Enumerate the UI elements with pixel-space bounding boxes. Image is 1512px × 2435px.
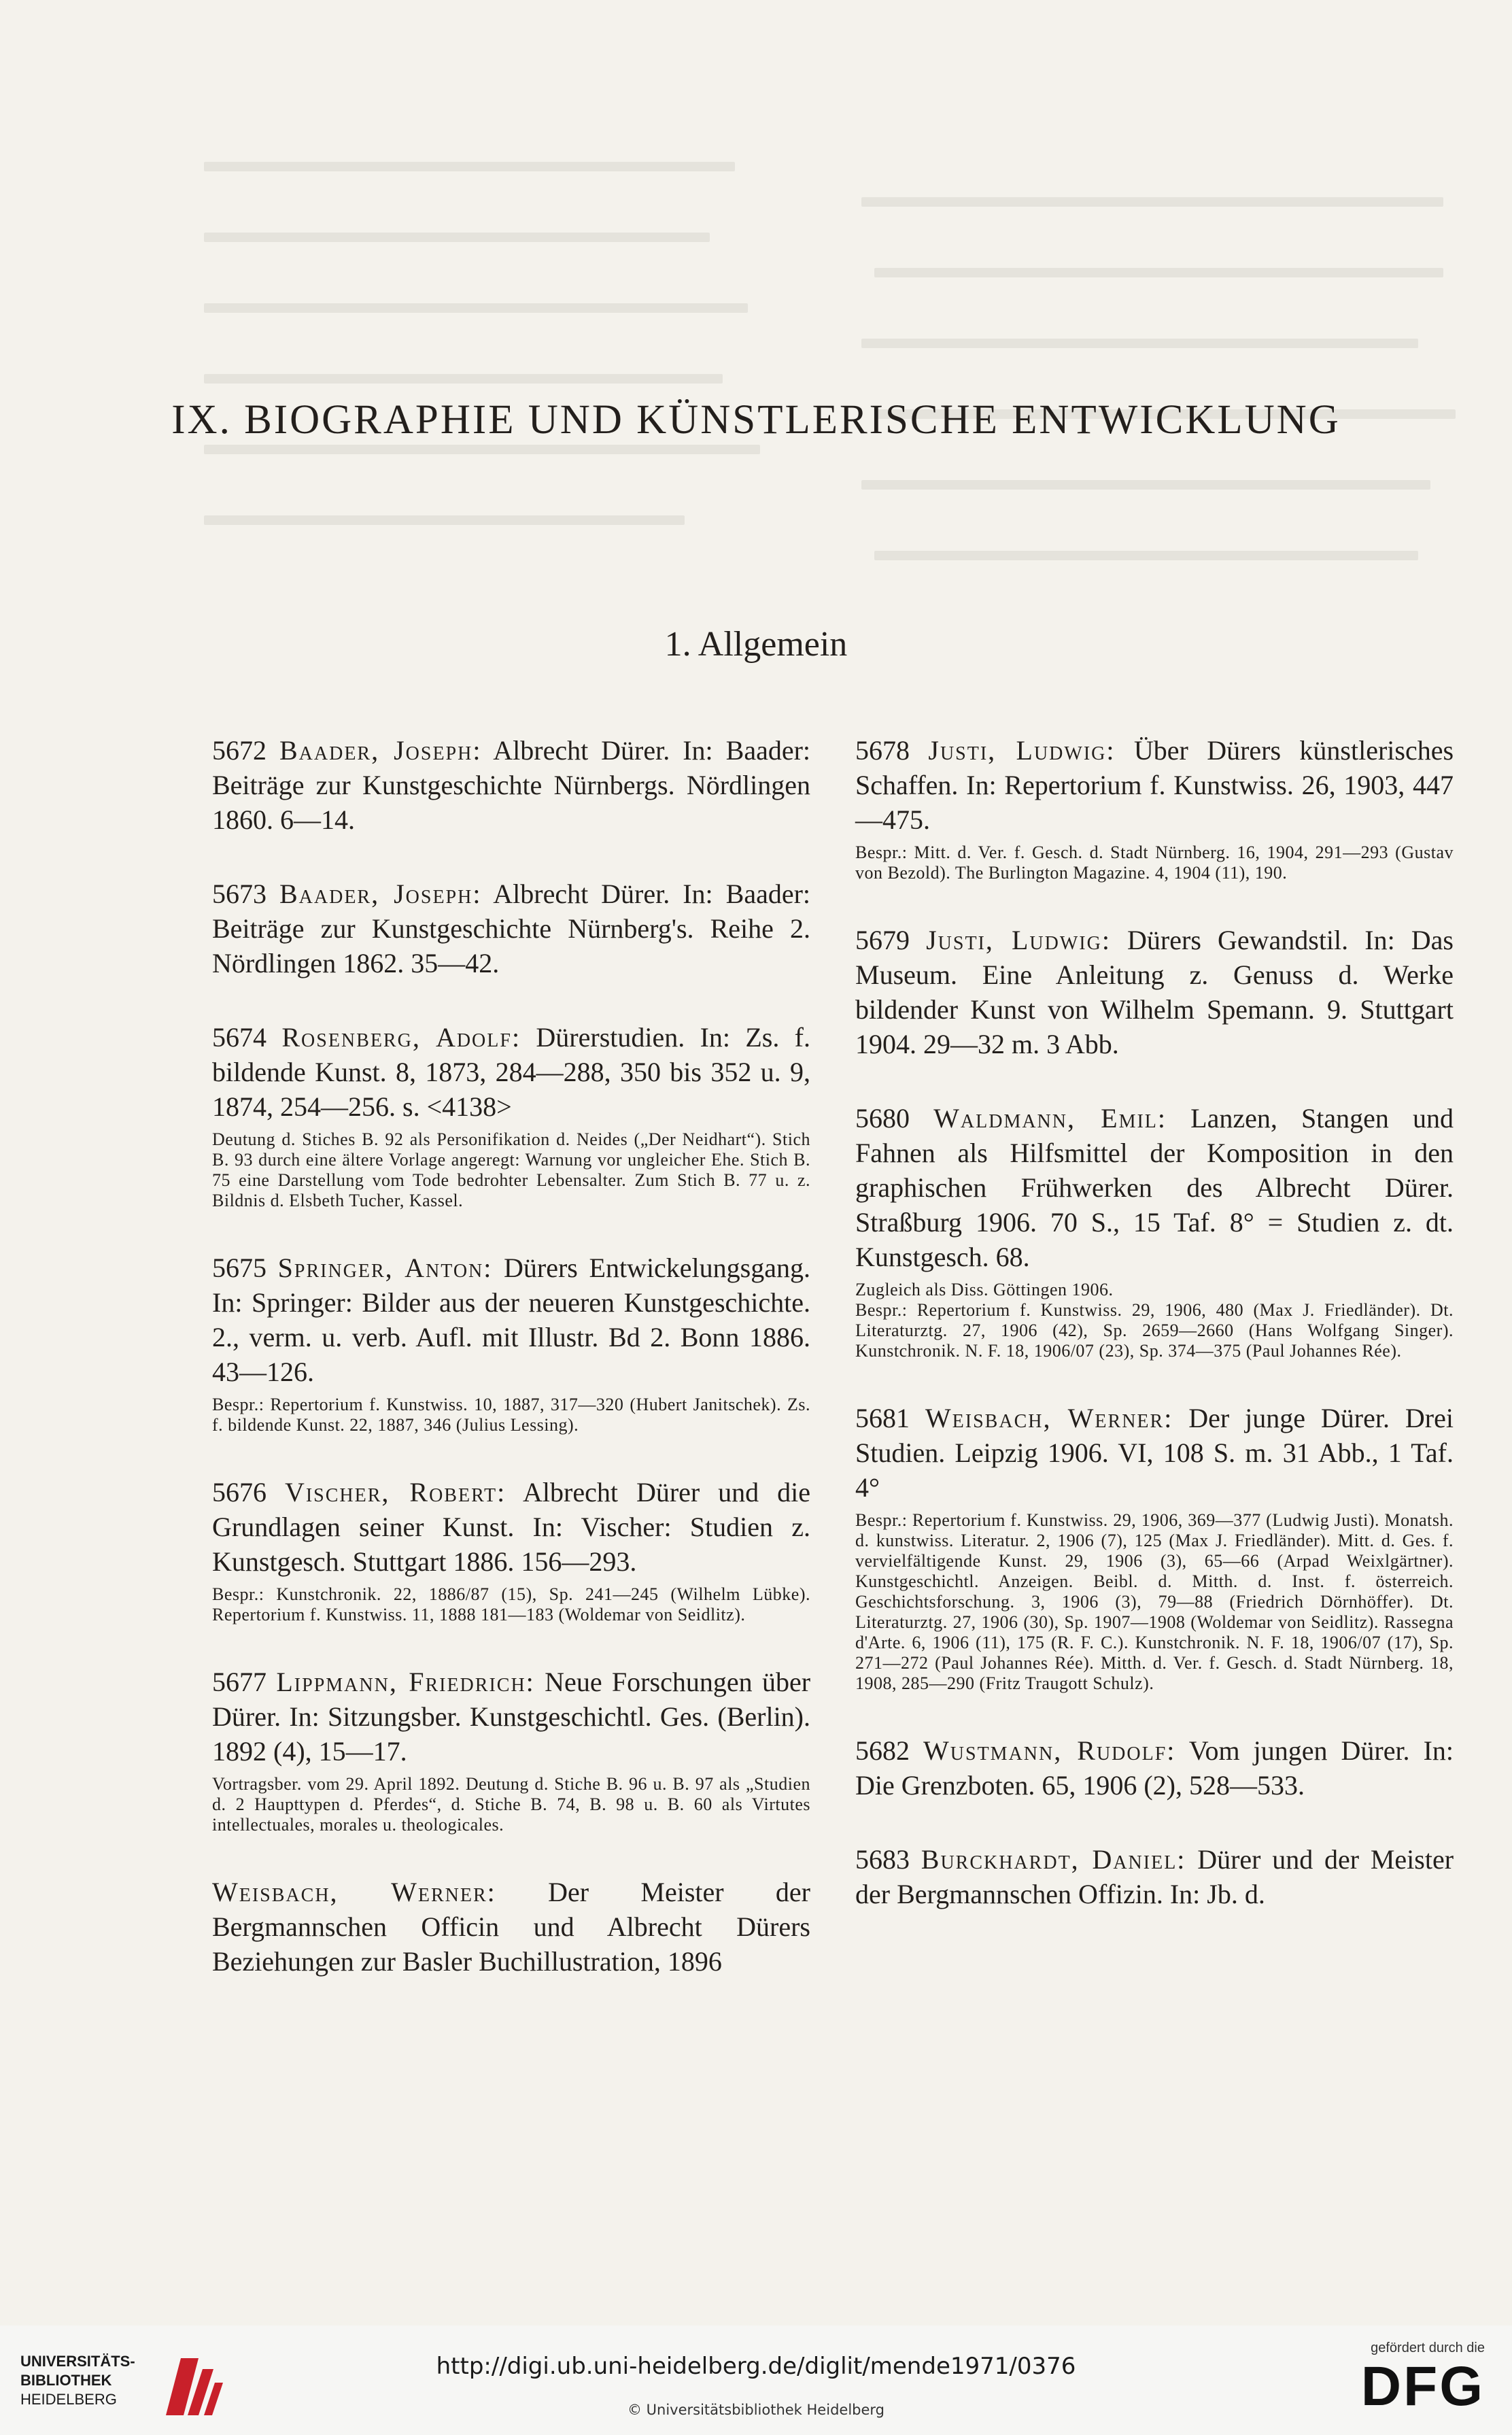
dfg-wordmark: DFG xyxy=(1360,2355,1485,2417)
entry-citation xyxy=(212,1665,810,1769)
entry-author: Waldmann, Emil: xyxy=(933,1103,1167,1134)
entry-author: Baader, Joseph: xyxy=(279,735,482,766)
library-name-line1: UNIVERSITÄTS- xyxy=(20,2353,135,2370)
bibliography-entry xyxy=(855,1733,1454,1803)
entry-number: 5681 xyxy=(855,1403,910,1433)
entry-note: Bespr.: Kunstchronik. 22, 1886/87 (15), Sp. 241—245 (Wilhelm Lübke). Repertorium f. Kunstwiss. 11, 1888 181—183 (Woldemar von Seidlitz). xyxy=(212,1584,810,1624)
entry-number: 5683 xyxy=(855,1844,910,1875)
bibliography-entry xyxy=(855,923,1454,1061)
entry-citation xyxy=(855,923,1454,1061)
bibliography-entry xyxy=(855,1101,1454,1361)
entry-citation xyxy=(212,1475,810,1579)
dfg-logo[interactable] xyxy=(1349,2340,1485,2417)
entry-author: Burckhardt, Daniel: xyxy=(921,1844,1186,1875)
entry-citation xyxy=(855,1842,1454,1911)
left-column xyxy=(212,733,810,2018)
bibliography-entry xyxy=(212,1875,810,1979)
bibliography-entry xyxy=(212,1020,810,1211)
permalink-url[interactable]: http://digi.ub.uni-heidelberg.de/diglit/mende1971/0376 xyxy=(436,2353,1076,2380)
entry-number: 5674 xyxy=(212,1022,267,1053)
entry-note: Bespr.: Mitt. d. Ver. f. Gesch. d. Stadt Nürnberg. 16, 1904, 291—293 (Gustav von Bezold). The Burlington Magazine. 4, 1904 (11), 190. xyxy=(855,842,1454,883)
entry-author: Baader, Joseph: xyxy=(279,879,482,909)
entry-citation xyxy=(212,876,810,981)
footer-bar xyxy=(0,2326,1512,2435)
entry-author: Lippmann, Friedrich: xyxy=(276,1667,535,1697)
entry-citation xyxy=(212,733,810,837)
entry-text: Dürers Gewandstil. In: Das Museum. Eine Anleitung z. Genuss d. Werke bildender Kunst von Wilhelm Spemann. 9. Stuttgart 1904. 29—32 m. 3 Abb. xyxy=(855,925,1454,1059)
entry-citation xyxy=(855,1401,1454,1505)
entry-citation xyxy=(855,1101,1454,1274)
entry-author: Justi, Ludwig: xyxy=(928,735,1116,766)
entry-note: Zugleich als Diss. Göttingen 1906. Bespr.: Repertorium f. Kunstwiss. 29, 1906, 480 (Max J. Friedländer). Dt. Literaturztg. 27, 1906 (42), Sp. 2659—2660 (Hans Wolfgang Singer). Kunstchronik. N. F. 18, 1906/07 (23), Sp. 374—375 (Paul Johannes Rée). xyxy=(855,1280,1454,1361)
entry-text: Der junge Dürer. Drei Studien. Leipzig 1906. VI, 108 S. m. 31 Abb., 1 Taf. 4° xyxy=(855,1403,1454,1503)
entry-number: 5682 xyxy=(855,1735,910,1766)
library-name-line2: BIBLIOTHEK xyxy=(20,2372,112,2389)
section-title: 1. Allgemein xyxy=(664,625,848,664)
entry-note: Vortragsber. vom 29. April 1892. Deutung d. Stiche B. 96 u. B. 97 als „Studien d. 2 Haupttypen d. Pferdes“, d. Stiche B. 74, B. 98 u. B. 60 als Virtutes intellectuales, morales u. theologicales. xyxy=(212,1774,810,1835)
entry-number: 5672 xyxy=(212,735,267,766)
library-name-line3: HEIDELBERG xyxy=(20,2391,117,2408)
funding-label: gefördert durch die xyxy=(1371,2340,1485,2355)
entry-text: Lanzen, Stangen und Fahnen als Hilfsmittel der Komposition in den graphischen Frühwerken des Albrecht Dürer. Straßburg 1906. 70 S., 15 Taf. 8° = Studien z. dt. Kunstgesch. 68. xyxy=(855,1103,1454,1272)
entry-number: 5680 xyxy=(855,1103,910,1134)
bibliography-entry xyxy=(855,1842,1454,1911)
entry-author: Rosenberg, Adolf: xyxy=(281,1022,521,1053)
entry-note: Bespr.: Repertorium f. Kunstwiss. 10, 1887, 317—320 (Hubert Janitschek). Zs. f. bildende Kunst. 22, 1887, 346 (Julius Lessing). xyxy=(212,1395,810,1435)
entry-text: Der Meister der Bergmannschen Officin und Albrecht Dürers Beziehungen zur Basler Buchillustration, 1896 xyxy=(212,1877,810,1977)
entry-text: Albrecht Dürer. In: Baader: Beiträge zur Kunstgeschichte Nürnberg's. Reihe 2. Nördlingen 1862. 35—42. xyxy=(212,879,811,978)
chapter-title: IX. BIOGRAPHIE UND KÜNSTLERISCHE ENTWICKLUNG xyxy=(171,397,1341,443)
entry-text: Dürer und der Meister der Bergmannschen Offizin. In: Jb. d. xyxy=(855,1844,1454,1909)
entry-citation xyxy=(212,1875,810,1979)
entry-number: 5679 xyxy=(855,925,910,955)
entry-author: Wustmann, Rudolf: xyxy=(923,1735,1176,1766)
bibliography-entry xyxy=(212,1475,810,1625)
entry-number: 5677 xyxy=(212,1667,267,1697)
entry-text: Albrecht Dürer und die Grundlagen seiner Kunst. In: Vischer: Studien z. Kunstgesch. Stuttgart 1886. 156—293. xyxy=(212,1477,811,1577)
entry-number: 5676 xyxy=(212,1477,267,1508)
entry-author: Justi, Ludwig: xyxy=(926,925,1111,955)
right-column xyxy=(855,733,1454,1951)
bleed-through-text xyxy=(204,136,1468,612)
entry-author: Springer, Anton: xyxy=(277,1253,493,1283)
entry-text: Neue Forschungen über Dürer. In: Sitzungsber. Kunstgeschichtl. Ges. (Berlin). 1892 (4), 15—17. xyxy=(212,1667,811,1767)
entry-number: 5678 xyxy=(855,735,910,766)
entry-text: Dürers Entwickelungsgang. In: Springer: Bilder aus der neueren Kunstgeschichte. 2., verm. u. verb. Aufl. mit Illustr. Bd 2. Bonn 1886. 43—126. xyxy=(212,1253,810,1387)
entry-text: Über Dürers künstlerisches Schaffen. In: Repertorium f. Kunstwiss. 26, 1903, 447—475. xyxy=(855,735,1454,835)
bibliography-entry xyxy=(212,733,810,837)
entry-author: Weisbach, Werner: xyxy=(212,1877,496,1907)
entry-citation xyxy=(212,1020,810,1124)
entry-text: Vom jungen Dürer. In: Die Grenzboten. 65, 1906 (2), 528—533. xyxy=(855,1735,1454,1801)
bibliography-entry xyxy=(212,1665,810,1835)
entry-number: 5673 xyxy=(212,879,267,909)
entry-text: Dürerstudien. In: Zs. f. bildende Kunst. 8, 1873, 284—288, 350 bis 352 u. 9, 1874, 254—256. s. <4138> xyxy=(212,1022,810,1122)
entry-note: Deutung d. Stiches B. 92 als Personifikation d. Neides („Der Neidhart“). Stich B. 93 durch eine ältere Vorlage angeregt: Warnung vor ungleicher Ehe. Stich B. 75 eine Darstellung vom Tode bedrohter Lebensalter. Zum Stich B. 77 u. z. Bildnis d. Elsbeth Tucher, Kassel. xyxy=(212,1129,810,1210)
entry-text: Albrecht Dürer. In: Baader: Beiträge zur Kunstgeschichte Nürnbergs. Nördlingen 1860. 6—14. xyxy=(212,735,811,835)
bibliography-entry xyxy=(212,876,810,981)
entry-author: Weisbach, Werner: xyxy=(925,1403,1173,1433)
bibliography-entry xyxy=(855,1401,1454,1694)
entry-note: Bespr.: Repertorium f. Kunstwiss. 29, 1906, 369—377 (Ludwig Justi). Monatsh. d. kunstwiss. Literatur. 2, 1906 (7), 125 (Max J. Friedländer). Mitt. d. Ges. f. vervielfältigende Kunst. 29, 1906 (3), 65—66 (Arpad Weixlgärtner). Kunstgeschichtl. Anzeigen. Beibl. d. Mitth. d. Inst. f. österreich. Geschichtsforschung. 3, 1906 (3), 79—88 (Friedrich Dörnhöffer). Dt. Literaturztg. 27, 1906 (30), Sp. 1907—1908 (Woldemar von Seidlitz). Rassegna d'Arte. 6, 1906 (11), 175 (R. F. C.). Kunstchronik. N. F. 18, 1906/07 (17), Sp. 271—272 (Paul Johannes Rée). Mitth. d. Ver. f. Gesch. d. Stadt Nürnberg. 18, 1908, 285—290 (Fritz Traugott Schulz). xyxy=(855,1510,1454,1693)
entry-citation xyxy=(212,1250,810,1389)
copyright-text: © Universitätsbibliothek Heidelberg xyxy=(627,2402,884,2418)
entry-citation xyxy=(855,1733,1454,1803)
entry-author: Vischer, Robert: xyxy=(284,1477,506,1508)
bibliography-entry xyxy=(212,1250,810,1435)
entry-number: 5675 xyxy=(212,1253,267,1283)
bibliography-entry xyxy=(855,733,1454,883)
entry-citation xyxy=(855,733,1454,837)
